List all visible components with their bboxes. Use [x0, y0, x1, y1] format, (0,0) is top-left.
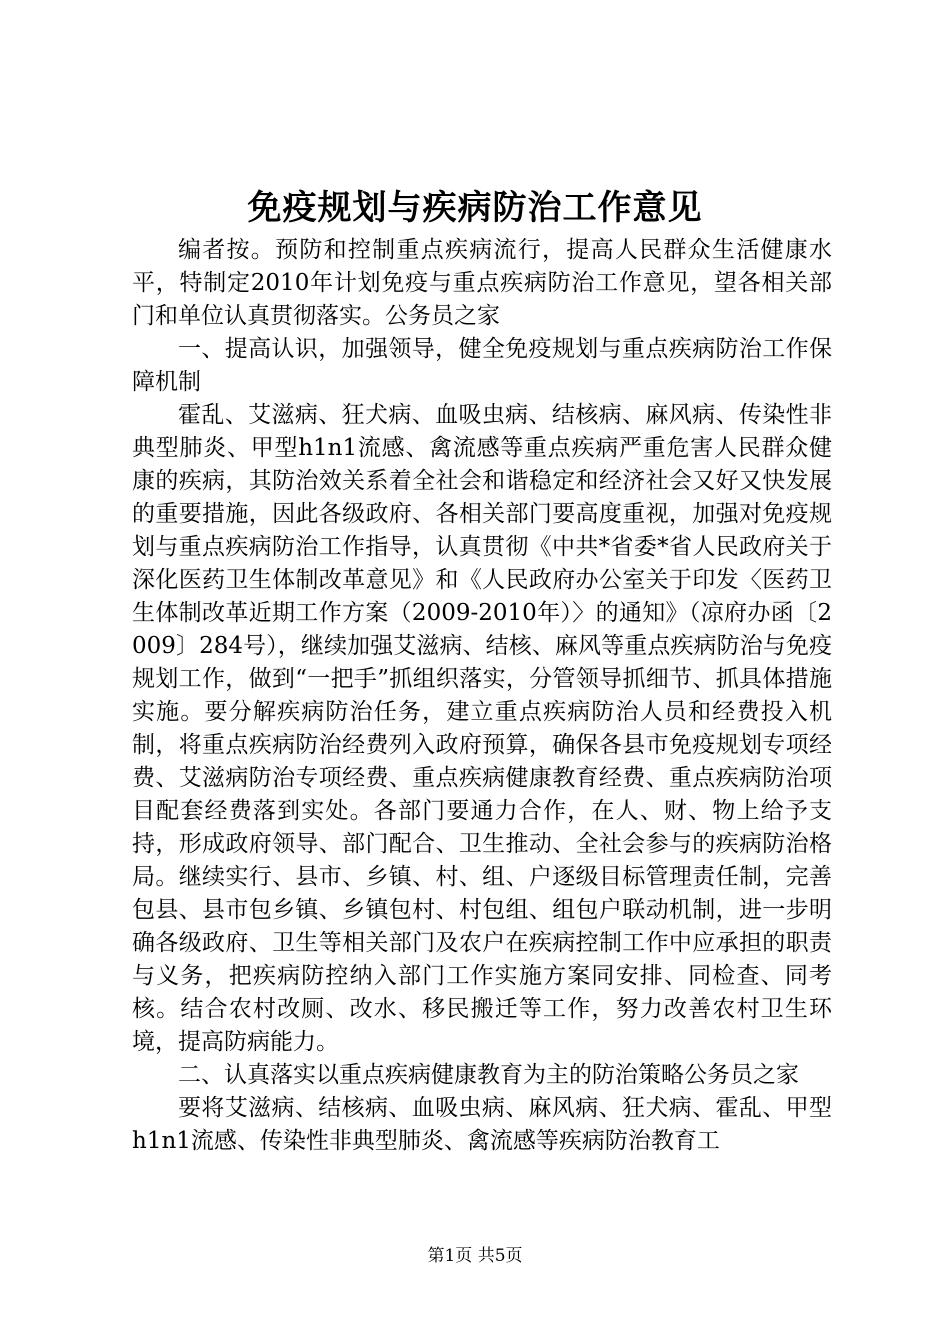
page-number-footer: 第1页 共5页 — [427, 1246, 523, 1266]
paragraph-section-2-heading: 二、认真落实以重点疾病健康教育为主的防治策略公务员之家 — [178, 1062, 799, 1088]
paragraph-section-1-body: 霍乱、艾滋病、狂犬病、血吸虫病、结核病、麻风病、传染性非典型肺炎、甲型h1n1流感、禽流感等重点疾病严重危害人民群众健康的疾病，其防治效关系着全社会和谐稳定和经济社会又好又快发展的重要措施，因此各级政府、各相关部门要高度重视，加强对免疫规划与重点疾病防治工作指导，认真贯彻《中共*省委*省人民政府关于深化医药卫生体制改革意见》和《人民政府办公室关于印发〈医药卫生体制改革近期工作方案（2009-2010年）〉的通知》（凉府办函〔2009〕284号），继续加强艾滋病、结核、麻风等重点疾病防治与免疫规划工作，做到“一把手”抓组织落实，分管领导抓细节、抓具体措施实施。要分解疾病防治任务，建立重点疾病防治人员和经费投入机制，将重点疾病防治经费列入政府预算，确保各县市免疫规划专项经费、艾滋病防治专项经费、重点疾病健康教育经费、重点疾病防治项目配套经费落到实处。各部门要通力合作，在人、财、物上给予支持，形成政府领导、部门配合、卫生推动、全社会参与的疾病防治格局。继续实行、县市、乡镇、村、组、户逐级目标管理责任制，完善包县、县市包乡镇、乡镇包村、村包组、组包户联动机制，进一步明确各级政府、卫生等相关部门及农户在疾病控制工作中应承担的职责与义务，把疾病防控纳入部门工作实施方案同安排、同检查、同考核。结合农村改厕、改水、移民搬迁等工作，努力改善农村卫生环境，提高防病能力。 — [132, 402, 832, 1055]
document-body — [132, 234, 832, 1158]
document-title: 免疫规划与疾病防治工作意见 — [247, 188, 703, 228]
paragraph-section-1-heading: 一、提高认识，加强领导，健全免疫规划与重点疾病防治工作保障机制 — [132, 336, 832, 395]
paragraph-editor-note: 编者按。预防和控制重点疾病流行，提高人民群众生活健康水平，特制定2010年计划免疫与重点疾病防治工作意见，望各相关部门和单位认真贯彻落实。公务员之家 — [132, 237, 832, 329]
paragraph-section-2-body: 要将艾滋病、结核病、血吸虫病、麻风病、狂犬病、霍乱、甲型h1n1流感、传染性非典型肺炎、禽流感等疾病防治教育工 — [132, 1095, 832, 1154]
